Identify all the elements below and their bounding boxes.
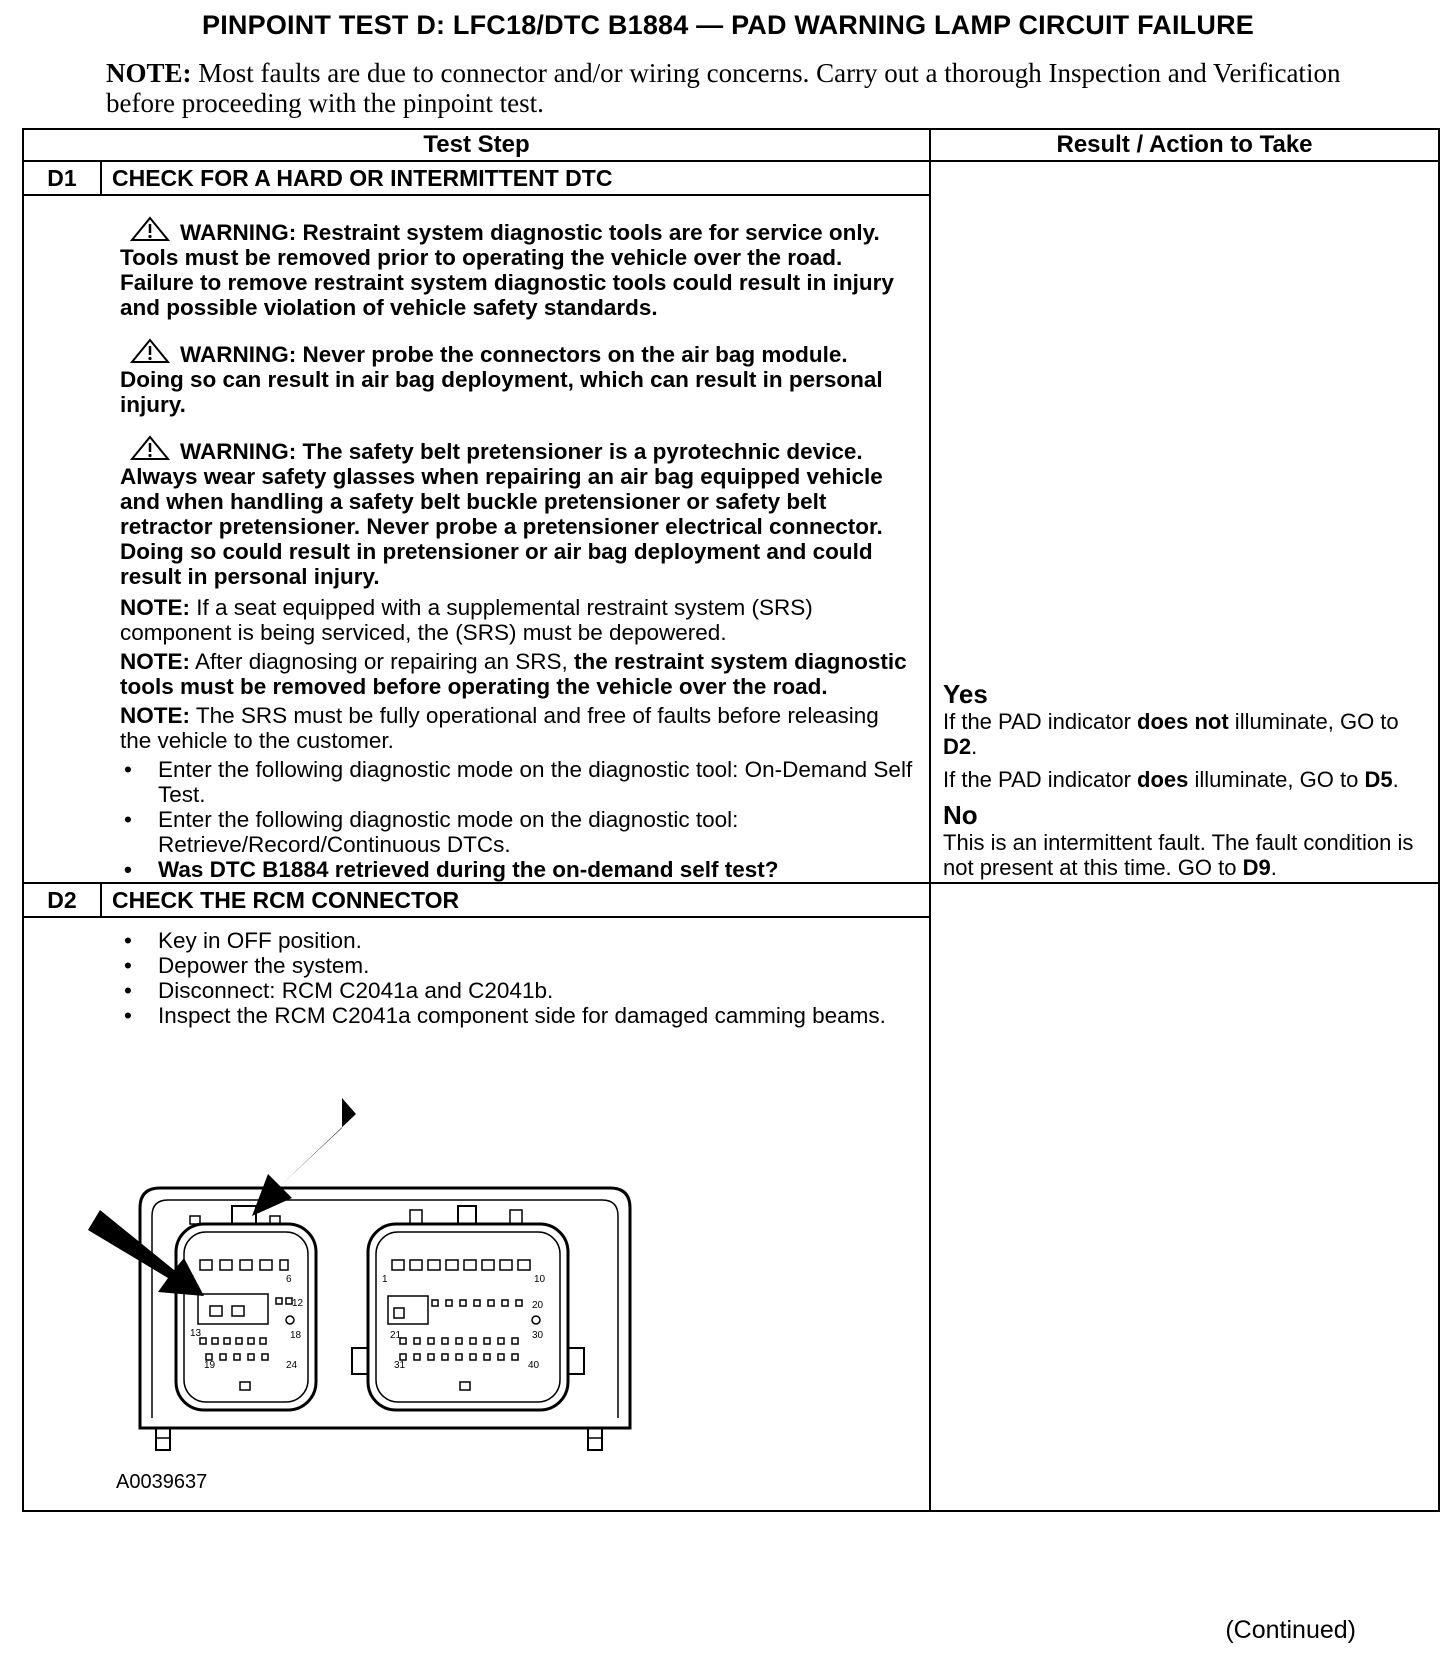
intro-note-text: Most faults are due to connector and/or wiring concerns. Carry out a thorough Inspection and Verification before proceeding with the pinpoint test. <box>106 58 1341 118</box>
continued-label: (Continued) <box>1225 1616 1356 1644</box>
warning-triangle-icon <box>130 435 170 461</box>
pin-label: 31 <box>394 1360 406 1371</box>
step-d1-yes-action-1: If the PAD indicator does not illuminate, GO to D2. <box>943 709 1399 759</box>
intro-note-label: NOTE: <box>106 58 192 88</box>
warning-triangle-icon <box>130 338 170 364</box>
pin-label: 40 <box>528 1360 540 1371</box>
warning-triangle-icon <box>130 216 170 242</box>
step-d1-heading-row <box>23 161 1439 195</box>
pin-label: 21 <box>390 1330 402 1341</box>
note-srs-operational: NOTE: The SRS must be fully operational and free of faults before releasing the vehicle to the customer. <box>120 703 879 753</box>
list-item: • Enter the following diagnostic mode on the diagnostic tool: Retrieve/Record/Continuous DTCs. <box>120 807 913 857</box>
step-d2-heading-row <box>23 883 1439 917</box>
step-d1-result <box>930 161 1439 883</box>
list-item: • Key in OFF position. <box>120 928 913 953</box>
step-d2-body <box>23 917 930 1511</box>
step-d2-heading: CHECK THE RCM CONNECTOR <box>101 883 930 917</box>
step-d1-body <box>23 195 930 883</box>
list-item: • Disconnect: RCM C2041a and C2041b. <box>120 978 913 1003</box>
pin-label: 13 <box>190 1328 202 1339</box>
pin-label: 20 <box>532 1300 544 1311</box>
pin-label: 19 <box>204 1360 216 1371</box>
arrow-icon <box>88 1210 204 1296</box>
header-test-step: Test Step <box>23 129 930 161</box>
step-d1-no-action: This is an intermittent fault. The fault condition is not present at this time. GO to D9. <box>943 830 1414 880</box>
note-remove-tools: NOTE: After diagnosing or repairing an SRS, the restraint system diagnostic tools must be removed before operating the vehicle over the road. <box>120 649 907 699</box>
pin-label: 12 <box>292 1298 304 1309</box>
figure-id: A0039637 <box>116 1471 208 1493</box>
warning-3: WARNING: The safety belt pretensioner is a pyrotechnic device. Always wear safety glasses when repairing an air bag equipped vehicle and when handling a safety belt buckle pretensioner or safety belt retractor pretensioner. Never probe a pretensioner electrical connector. Doing so could result in pretensioner or air bag deployment and could result in personal injury. <box>120 435 913 589</box>
pin-label: 30 <box>532 1330 544 1341</box>
step-d1-bullets <box>120 757 913 882</box>
goto-d5-ref: D5 <box>1364 767 1393 792</box>
list-item: • Depower the system. <box>120 953 913 978</box>
list-item: • Was DTC B1884 retrieved during the on-demand self test? <box>120 857 913 882</box>
step-d1-yes-label: Yes <box>943 679 988 709</box>
table-header-row <box>23 129 1439 161</box>
step-d1-heading: CHECK FOR A HARD OR INTERMITTENT DTC <box>101 161 930 195</box>
pin-label: 10 <box>534 1274 546 1285</box>
list-item: • Inspect the RCM C2041a component side for damaged camming beams. <box>120 1003 913 1028</box>
step-d2-result <box>930 883 1439 1511</box>
intro-note <box>106 58 1346 118</box>
rcm-connector-drawing <box>80 1098 680 1458</box>
step-d2-id: D2 <box>23 883 101 917</box>
pin-label: 18 <box>290 1330 302 1341</box>
step-d2-bullets <box>120 928 913 1028</box>
list-item: • Enter the following diagnostic mode on the diagnostic tool: On-Demand Self Test. <box>120 757 913 807</box>
header-result-action: Result / Action to Take <box>930 129 1439 161</box>
goto-d2-ref: D2 <box>943 734 972 759</box>
arrow-icon <box>252 1098 356 1216</box>
note-srs-depower: NOTE: If a seat equipped with a supplemental restraint system (SRS) component is being serviced, the (SRS) must be depowered. <box>120 595 813 645</box>
step-d1-yes-action-2: If the PAD indicator does illuminate, GO to D5. <box>943 767 1399 792</box>
pinpoint-test-table <box>22 128 1440 1512</box>
pin-label: 1 <box>382 1274 388 1285</box>
rcm-connector-diagram <box>80 1098 680 1458</box>
page-title: PINPOINT TEST D: LFC18/DTC B1884 — PAD WARNING LAMP CIRCUIT FAILURE <box>202 10 1254 40</box>
pin-label: 24 <box>286 1360 298 1371</box>
step-d1-no-label: No <box>943 800 978 830</box>
step-d1-id: D1 <box>23 161 101 195</box>
warning-1: WARNING: Restraint system diagnostic tools are for service only. Tools must be removed prior to operating the vehicle over the road. Failure to remove restraint system diagnostic tools could result in injury and possible violation of vehicle safety standards. <box>120 216 913 320</box>
goto-d9-ref: D9 <box>1242 855 1271 880</box>
warning-2: WARNING: Never probe the connectors on the air bag module. Doing so can result in air bag deployment, which can result in personal injury. <box>120 338 913 417</box>
pin-label: 6 <box>286 1274 292 1285</box>
